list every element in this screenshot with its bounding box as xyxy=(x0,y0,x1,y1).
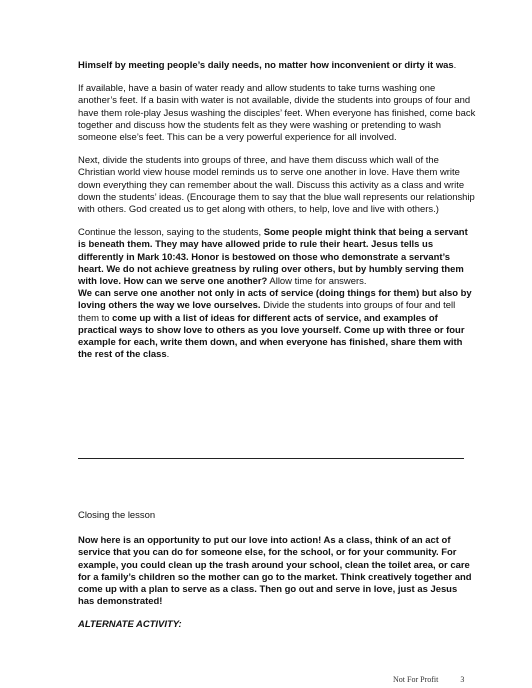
continue-paragraph xyxy=(78,227,476,288)
intro-paragraph xyxy=(78,60,476,72)
alternate-activity-heading: ALTERNATE ACTIVITY: xyxy=(78,619,182,631)
serve-paragraph xyxy=(78,288,476,361)
serve-bold-2: come up with a list of ideas for different acts of service, and examples of practical ways to show love to others as you love yourself. Come up with three or four example for each, write them down, and when everyone has finished, share them with the rest of the class xyxy=(78,312,465,361)
continue-bold: Some people might think that being a servant is beneath them. They may have allowed pride to rule their heart. Jesus tells us differently in Mark 10:43. Honor is bestowed on those who demonstrate a servant’s heart. We do not achieve greatness by ruling over others, but by humbly serving them with love. How can we serve one another? xyxy=(78,227,468,288)
closing-paragraph xyxy=(78,535,476,608)
footer-label: Not For Profit xyxy=(393,675,439,684)
section-divider xyxy=(78,458,464,459)
wall-paragraph: Next, divide the students into groups of three, and have them discuss which wall of the Christian world view house model reminds us to serve one another in love. Have them write down everything they can remember about the wall. Discuss this activity as a class and write down the students’ ideas. (Encourage them to say that the blue wall represents our relationship with others. God created us to get along with others, to help, love and live with others.) xyxy=(78,155,475,216)
continue-tail: Allow time for answers. xyxy=(267,276,367,288)
intro-end: . xyxy=(453,60,457,71)
continue-lead: Continue the lesson, saying to the students, xyxy=(78,227,264,239)
serve-bold-1: We can serve one another not only in acts of service (doing things for them) but also by loving others the way we love ourselves. xyxy=(78,288,472,312)
closing-heading: Closing the lesson xyxy=(78,510,156,521)
page-footer xyxy=(393,675,464,684)
page-number: 3 xyxy=(460,675,465,684)
lesson-body xyxy=(78,60,476,372)
closing-section xyxy=(78,510,476,643)
intro-bold-text: Himself by meeting people’s daily needs, no matter how inconvenient or dirty it was xyxy=(78,60,454,71)
closing-body: Now here is an opportunity to put our love into action! As a class, think of an act of service that you can do for someone else, for the school, or for your community. For example, you could clean up the trash around your school, clean the toilet area, or care for a family’s children so the mother can go to the market. Think creatively together and come up with a plan to serve as a class. Then go out and serve in love, just as Jesus has demonstrated! xyxy=(78,535,472,608)
serve-end: . xyxy=(166,349,170,361)
serve-mid: Divide the students into groups of four and tell them to xyxy=(78,300,456,324)
washing-paragraph: If available, have a basin of water ready and allow students to take turns washing one another’s feet. If a basin with water is not available, divide the students into groups of four and have them role-play Jesus washing the disciples’ feet. When everyone has finished, come back together and discuss how the students felt as they were washing or pretending to wash someone else’s feet. This can be a very powerful experience for all involved. xyxy=(78,83,476,144)
